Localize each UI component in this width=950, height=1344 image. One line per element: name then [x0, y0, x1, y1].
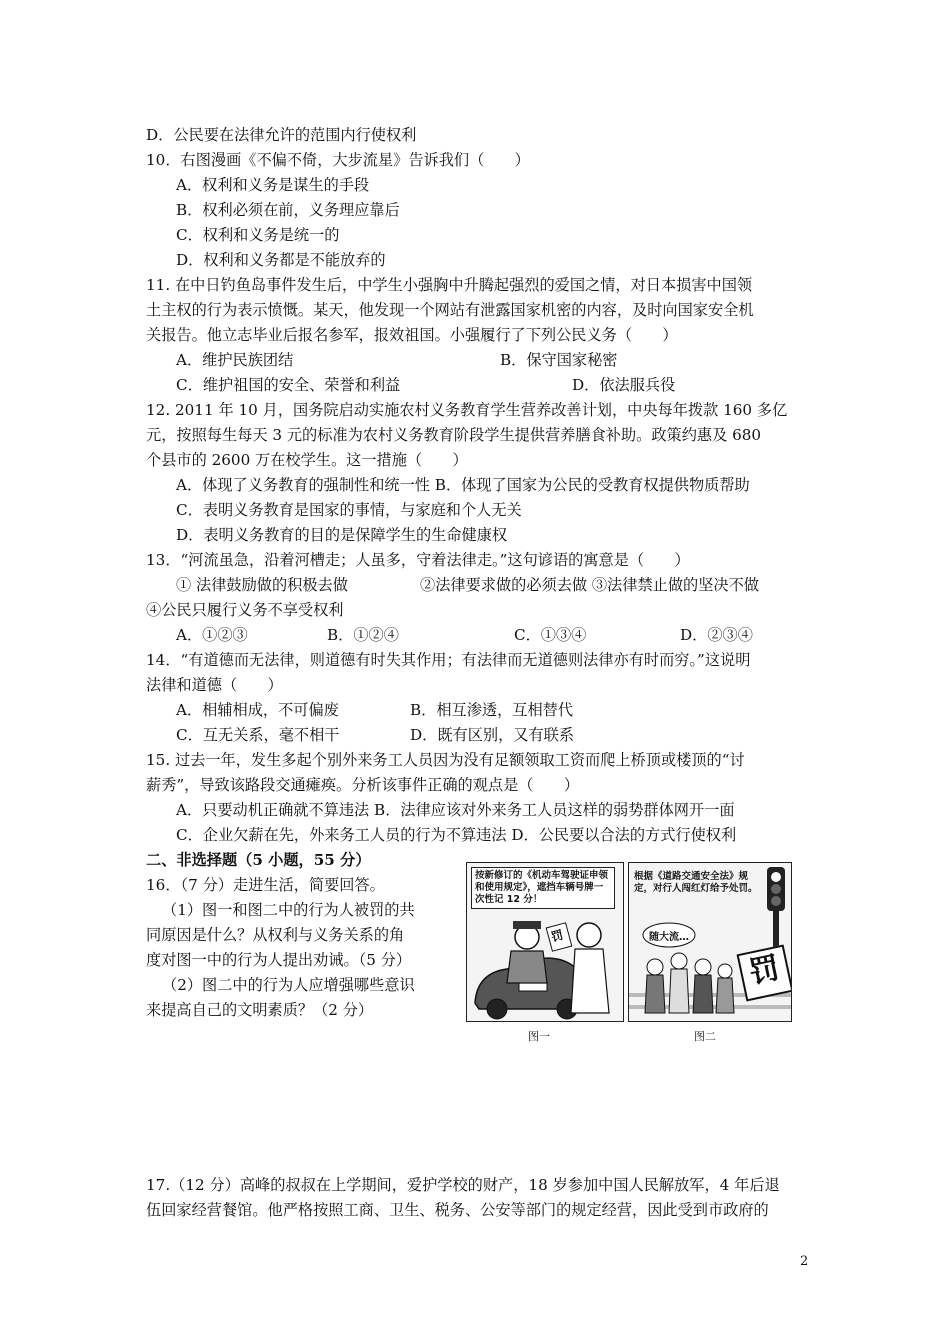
q11-option-d: D．依法服兵役: [572, 376, 676, 394]
q10-option-b: B．权利必须在前，义务理应靠后: [176, 201, 400, 219]
panel1-fine-ticket: 罚: [549, 927, 565, 945]
question-17-stem-line2: 伍回家经营餐馆。他严格按照工商、卫生、税务、公安等部门的规定经营，因此受到市政府的: [146, 1201, 769, 1219]
q13-statement-2-3: ②法律要求做的必须去做 ③法律禁止做的坚决不做: [420, 576, 759, 594]
q13-statement-1: ① 法律鼓励做的积极去做: [176, 576, 348, 594]
q13-statement-4: ④公民只履行义务不享受权利: [146, 601, 344, 619]
question-11-stem-line2: 土主权的行为表示愤慨。某天，他发现一个网站有泄露国家机密的内容，及时向国家安全机: [146, 301, 754, 319]
q14-option-d: D．既有区别，又有联系: [410, 726, 575, 744]
figure-1-caption: 图一: [528, 1030, 550, 1043]
cartoon-panel-1: [466, 862, 624, 1022]
q16-part1-line3: 度对图一中的行为人提出劝诫。（5 分）: [146, 951, 412, 969]
q14-option-b: B．相互渗透，互相替代: [410, 701, 574, 719]
q16-part2-line1: （2）图二中的行为人应增强哪些意识: [162, 976, 415, 994]
q16-part1-line2: 同原因是什么？从权利与义务关系的角: [146, 926, 405, 944]
q16-cartoon-figure: [466, 862, 792, 1050]
panel1-caption-box: 按新修订的《机动车驾驶证申领和使用规定》，遮挡车辆号牌一次性记 12 分！: [471, 867, 615, 909]
question-11-stem-line1: 11. 在中日钓鱼岛事件发生后，中学生小强胸中升腾起强烈的爱国之情，对日本损害中国领: [146, 276, 753, 294]
q12-option-c: C．表明义务教育是国家的事情，与家庭和个人无关: [176, 501, 522, 519]
q11-option-a: A．维护民族团结: [176, 351, 294, 369]
figure-2-caption: 图二: [694, 1030, 716, 1043]
question-13-stem: 13．“河流虽急，沿着河槽走；人虽多，守着法律走。”这句谚语的寓意是（ ）: [146, 551, 690, 569]
q10-option-a: A．权利和义务是谋生的手段: [176, 176, 370, 194]
q14-option-a: A．相辅相成，不可偏废: [176, 701, 339, 719]
question-11-stem-line3: 关报告。他立志毕业后报名参军，报效祖国。小强履行了下列公民义务（ ）: [146, 326, 678, 344]
section-2-heading: 二、非选择题（5 小题，55 分）: [146, 851, 371, 869]
q16-part1-line1: （1）图一和图二中的行为人被罚的共: [162, 901, 415, 919]
q13-option-b: B．①②④: [327, 626, 399, 644]
q13-option-d: D．②③④: [680, 626, 753, 644]
q13-option-a: A．①②③: [176, 626, 248, 644]
q10-option-d: D．权利和义务都是不能放弃的: [176, 251, 386, 269]
cartoon-panel-2: [628, 862, 792, 1022]
q16-part2-line2: 来提高自己的文明素质？（2 分）: [146, 1001, 374, 1019]
q12-option-ab: A．体现了义务教育的强制性和统一性 B．体现了国家为公民的受教育权提供物质帮助: [176, 476, 750, 494]
q13-option-c: C．①③④: [514, 626, 587, 644]
question-12-stem-line1: 12. 2011 年 10 月，国务院启动实施农村义务教育学生营养改善计划，中央每年拨款 160 多亿: [146, 401, 788, 419]
question-14-stem-line1: 14．“有道德而无法律，则道德有时失其作用；有法律而无道德则法律亦有时而穷。”这说明: [146, 651, 751, 669]
q10-option-c: C．权利和义务是统一的: [176, 226, 340, 244]
q15-option-cd: C．企业欠薪在先，外来务工人员的行为不算违法 D．公民要以合法的方式行使权利: [176, 826, 737, 844]
q9-option-d: D．公民要在法律允许的范围内行使权利: [146, 126, 417, 144]
page-number: 2: [800, 1254, 809, 1269]
question-12-stem-line2: 元，按照每生每天 3 元的标准为农村义务教育阶段学生提供营养膳食补助。政策约惠及 680: [146, 426, 762, 444]
q12-option-d: D．表明义务教育的目的是保障学生的生命健康权: [176, 526, 508, 544]
q14-option-c: C．互无关系，毫不相干: [176, 726, 340, 744]
q11-option-b: B．保守国家秘密: [500, 351, 618, 369]
question-17-stem-line1: 17.（12 分）高峰的叔叔在上学期间，爱护学校的财产，18 岁参加中国人民解放军，4 年后退: [146, 1176, 780, 1194]
question-15-stem-line1: 15. 过去一年，发生多起个别外来务工人员因为没有足额领取工资而爬上桥顶或楼顶的“讨: [146, 751, 745, 769]
q11-option-c: C．维护祖国的安全、荣誉和利益: [176, 376, 401, 394]
question-15-stem-line2: 薪秀”，导致该路段交通瘫痪。分析该事件正确的观点是（ ）: [146, 776, 580, 794]
traffic-police-car-illustration: [467, 863, 623, 1021]
q15-option-ab: A．只要动机正确就不算违法 B．法律应该对外来务工人员这样的弱势群体网开一面: [176, 801, 735, 819]
panel2-fine-sign: 罚: [737, 945, 792, 1002]
panel2-caption: 根据《道路交通安全法》规定，对行人闯红灯给予处罚。: [634, 871, 758, 894]
question-16-stem: 16．（7 分）走进生活，简要回答。: [146, 876, 385, 894]
panel2-speech-bubble: 随大流…: [649, 932, 689, 943]
question-10-stem: 10．右图漫画《不偏不倚，大步流星》告诉我们（ ）: [146, 151, 530, 169]
question-12-stem-line3: 个县市的 2600 万在校学生。这一措施（ ）: [146, 451, 468, 469]
question-14-stem-line2: 法律和道德（ ）: [146, 676, 283, 694]
